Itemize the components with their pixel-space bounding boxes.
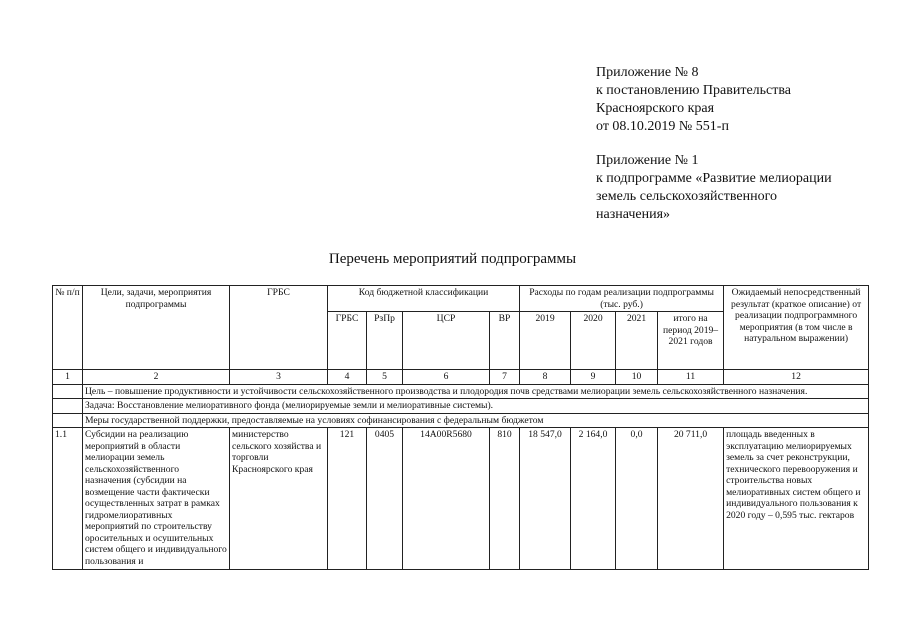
appendix-line: от 08.10.2019 № 551-п (596, 119, 729, 134)
header-grbs: ГРБС (230, 286, 328, 370)
header-budget-code: Код бюджетной классификации (328, 286, 520, 312)
row-2020: 2 164,0 (571, 428, 616, 570)
row-code-grbs: 121 (328, 428, 367, 570)
header-total: итого на период 2019–2021 годов (658, 312, 724, 370)
header-rzpr: РзПр (367, 312, 403, 370)
row-total: 20 711,0 (658, 428, 724, 570)
header-csr: ЦСР (403, 312, 490, 370)
row-result: площадь введенных в эксплуатацию мелиорируемых земель за счет реконструкции, технического перевооружения и строительства новых мелиоративных систем общего и индивидуального пользования к 2020 году – 0,595 тыс. гектаров (724, 428, 869, 570)
measures-text: Меры государственной поддержки, предоставляемые на условиях софинансирования с федеральным бюджетом (83, 413, 869, 428)
column-number: 4 (328, 370, 367, 385)
column-number: 2 (83, 370, 230, 385)
measures-row (53, 413, 869, 428)
header-num: № п/п (53, 286, 83, 370)
goal-row-spacer (53, 384, 83, 399)
task-row (53, 399, 869, 414)
column-number: 6 (403, 370, 490, 385)
column-number: 8 (520, 370, 571, 385)
appendix-line: к постановлению Правительства (596, 83, 792, 98)
row-vr: 810 (490, 428, 520, 570)
appendix-line: к подпрограмме «Развитие мелиорации (596, 171, 832, 186)
header-2021: 2021 (616, 312, 658, 370)
appendix-gap (596, 136, 896, 152)
header-code-grbs: ГРБС (328, 312, 367, 370)
appendix-line: Красноярского края (596, 101, 715, 116)
column-number: 1 (53, 370, 83, 385)
appendix-line: Приложение № 1 (596, 153, 699, 168)
column-number: 3 (230, 370, 328, 385)
column-number: 12 (724, 370, 869, 385)
header-2019: 2019 (520, 312, 571, 370)
task-row-spacer (53, 399, 83, 414)
table-row (53, 428, 869, 570)
measures-row-spacer (53, 413, 83, 428)
appendix-block (596, 64, 896, 224)
measures-table (52, 285, 869, 570)
header-vr: ВР (490, 312, 520, 370)
row-rzpr: 0405 (367, 428, 403, 570)
row-csr: 14А00R5680 (403, 428, 490, 570)
goal-text: Цель – повышение продуктивности и устойчивости сельскохозяйственного производства и плодородия почв средствами мелиорации земель сельскохозяйственного назначения. (83, 384, 869, 399)
row-2021: 0,0 (616, 428, 658, 570)
goal-row (53, 384, 869, 399)
header-result: Ожидаемый непосредственный результат (краткое описание) от реализации подпрограммного мероприятия (в том числе в натуральном выражении) (724, 286, 869, 370)
task-text: Задача: Восстановление мелиоративного фонда (мелиорируемые земли и мелиоративные системы). (83, 399, 869, 414)
appendix-line: назначения» (596, 207, 671, 222)
row-2019: 18 547,0 (520, 428, 571, 570)
row-num: 1.1 (53, 428, 83, 570)
header-2020: 2020 (571, 312, 616, 370)
header-expenses: Расходы по годам реализации подпрограммы (тыс. руб.) (520, 286, 724, 312)
appendix-line: Приложение № 8 (596, 65, 699, 80)
header-goals: Цели, задачи, мероприятия подпрограммы (83, 286, 230, 370)
document-title: Перечень мероприятий подпрограммы (328, 251, 577, 267)
column-number: 10 (616, 370, 658, 385)
column-number: 5 (367, 370, 403, 385)
row-measure-name: Субсидии на реализацию мероприятий в области мелиорации земель сельскохозяйственного назначения (субсидии на возмещение части фактически осуществленных затрат в рамках гидромелиоративных мероприятий по строительству оросительных и осушительных систем общего и индивидуального пользования и (83, 428, 230, 570)
column-number: 7 (490, 370, 520, 385)
row-grbs: министерство сельского хозяйства и торговли Красноярского края (230, 428, 328, 570)
appendix-line: земель сельскохозяйственного (596, 189, 777, 204)
column-number: 11 (658, 370, 724, 385)
column-numbers-row (53, 370, 869, 385)
header-row (53, 286, 869, 312)
column-number: 9 (571, 370, 616, 385)
